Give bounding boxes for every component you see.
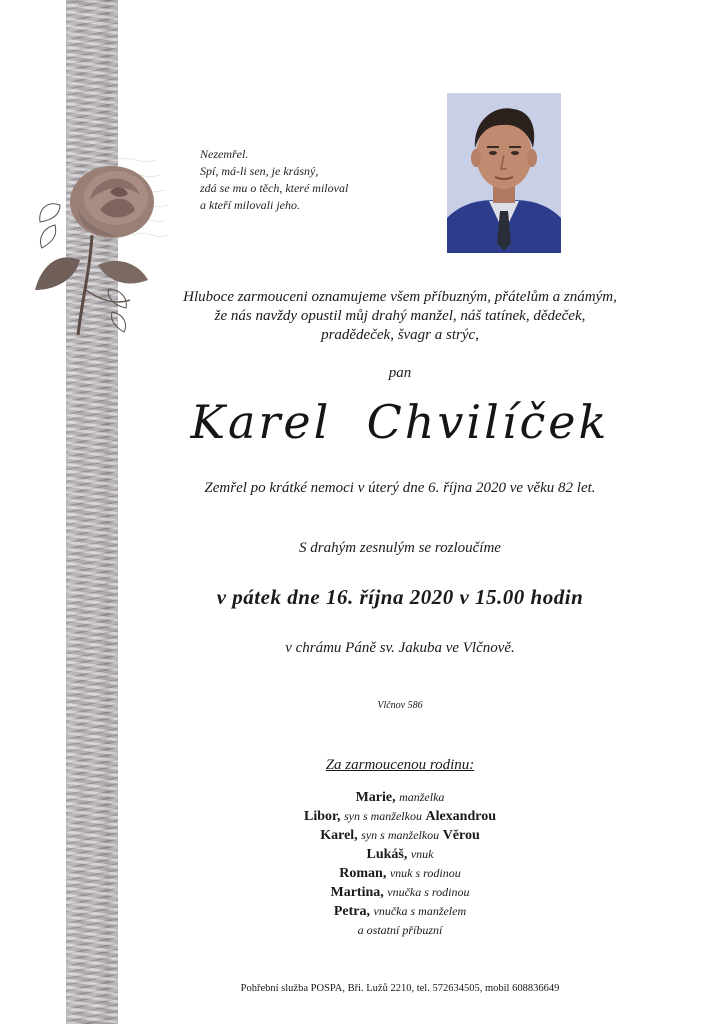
member-name: Lukáš, bbox=[366, 847, 408, 862]
ceremony-place: v chrámu Páně sv. Jakuba ve Vlčnově. bbox=[285, 640, 515, 656]
memorial-poem bbox=[200, 146, 430, 214]
poem-line: a kteří milovali jeho. bbox=[200, 198, 300, 212]
ceremony-date: v pátek dne 16. října 2020 v 15.00 hodin bbox=[216, 585, 584, 609]
family-address: Vlčnov 586 bbox=[377, 700, 423, 711]
member-name: Karel, bbox=[320, 828, 358, 843]
member-relation: vnuk bbox=[410, 847, 434, 861]
deceased-name: Karel Chvilíček bbox=[190, 395, 610, 449]
member-name: Marie, bbox=[355, 790, 396, 805]
family-heading: Za zarmoucenou rodinu: bbox=[325, 757, 475, 773]
poem-line: Nezemřel. bbox=[200, 147, 249, 161]
farewell-line: S drahým zesnulým se rozloučíme bbox=[299, 540, 501, 556]
family-member bbox=[150, 902, 650, 921]
poem-line: zdá se mu o těch, které miloval bbox=[200, 181, 349, 195]
funeral-service-footer: Pohřební služba POSPA, Bři. Lužů 2210, tel. 572634505, mobil 608836649 bbox=[240, 983, 560, 994]
family-list bbox=[150, 788, 650, 940]
family-member bbox=[150, 826, 650, 845]
member-name: Roman, bbox=[339, 866, 387, 881]
member-spouse: Věrou bbox=[442, 828, 480, 843]
member-relation: manželka bbox=[399, 790, 445, 804]
member-relation: syn s manželkou bbox=[343, 809, 422, 823]
member-relation: vnučka s rodinou bbox=[387, 885, 470, 899]
family-member bbox=[150, 807, 650, 826]
family-member bbox=[150, 883, 650, 902]
member-name: Martina, bbox=[330, 885, 384, 900]
member-name: Petra, bbox=[333, 904, 370, 919]
announcement-text bbox=[150, 288, 650, 345]
family-member bbox=[150, 864, 650, 883]
announcement-line: že nás navždy opustil můj drahý manžel, náš tatínek, dědeček, bbox=[214, 308, 586, 324]
member-relation: vnuk s rodinou bbox=[389, 866, 461, 880]
honorific: pan bbox=[388, 365, 412, 381]
family-others: a ostatní příbuzní bbox=[357, 923, 443, 937]
announcement-line: pradědeček, švagr a strýc, bbox=[321, 327, 479, 343]
announcement-line: Hluboce zarmouceni oznamujeme všem příbuzným, přátelům a známým, bbox=[183, 289, 617, 305]
member-spouse: Alexandrou bbox=[425, 809, 496, 824]
family-member bbox=[150, 788, 650, 807]
member-name: Libor, bbox=[304, 809, 341, 824]
member-relation: vnučka s manželem bbox=[373, 904, 467, 918]
portrait-photo bbox=[447, 93, 561, 253]
family-member bbox=[150, 845, 650, 864]
death-note: Zemřel po krátké nemoci v úterý dne 6. října 2020 ve věku 82 let. bbox=[204, 480, 596, 496]
poem-line: Spí, má-li sen, je krásný, bbox=[200, 164, 319, 178]
member-relation: syn s manželkou bbox=[361, 828, 440, 842]
